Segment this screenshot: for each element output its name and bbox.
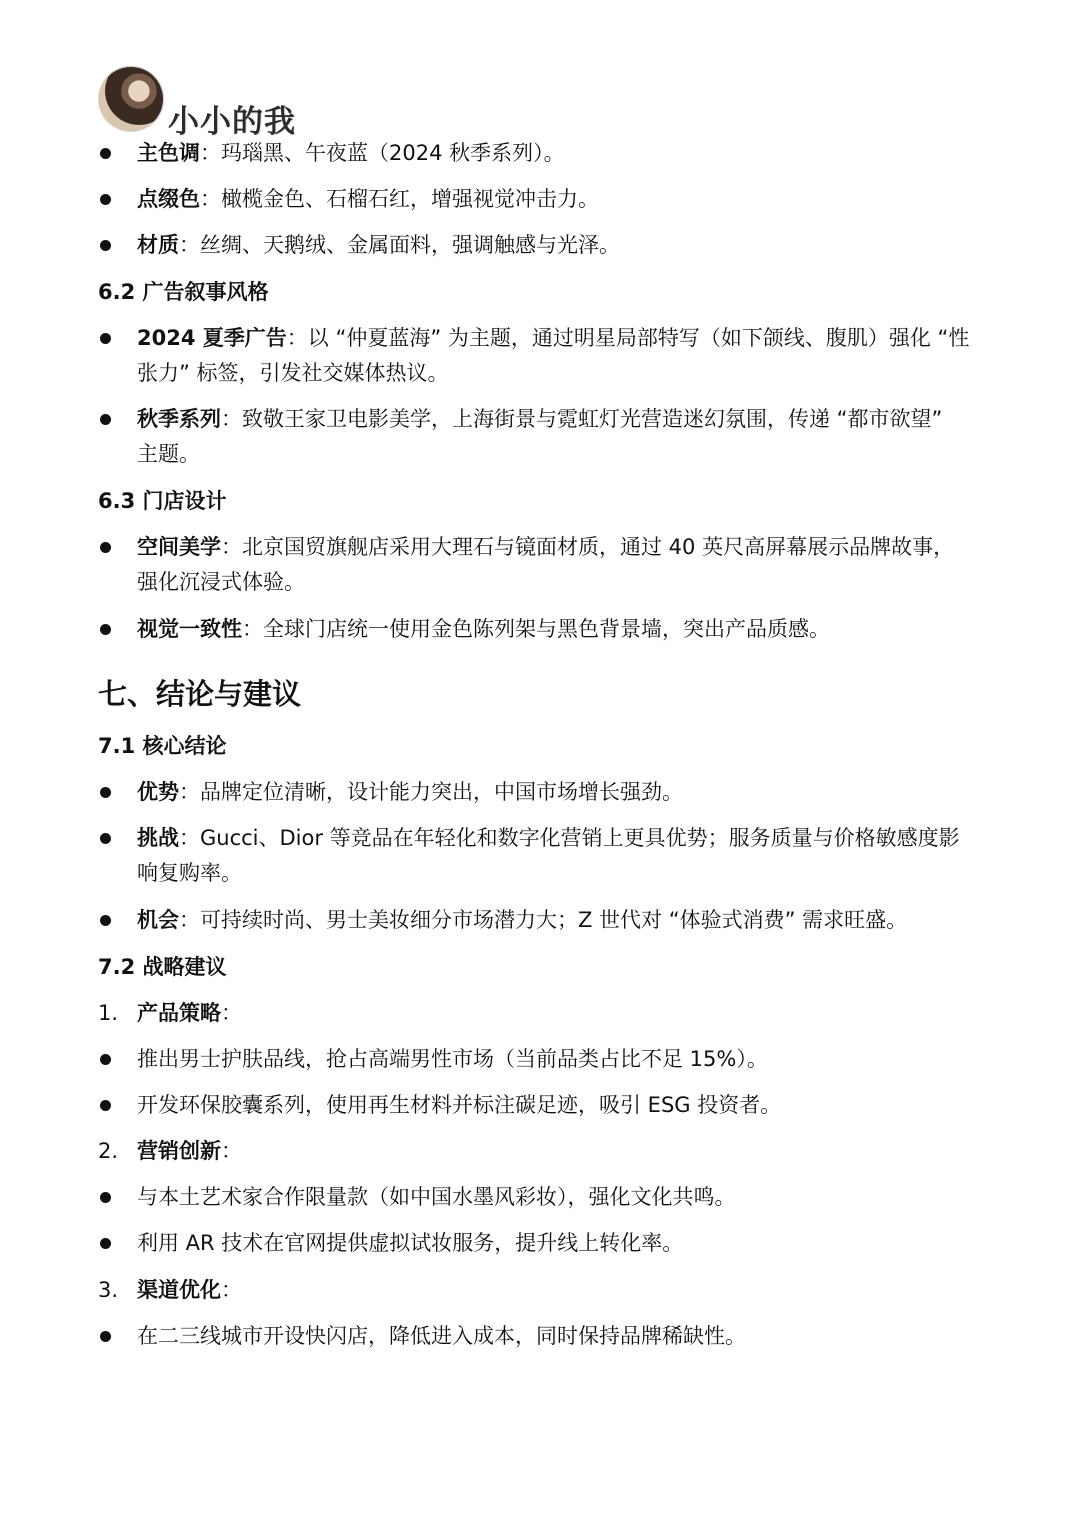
numbered-item-number: 2.	[98, 1139, 119, 1163]
group-title: 营销创新	[137, 1139, 221, 1163]
item-text: ：致敬王家卫电影美学，上海街景与霓虹灯光营造迷幻氛围，传递 “都市欲望”	[221, 407, 943, 431]
list-item	[137, 775, 683, 810]
item-term: 点缀色	[137, 187, 200, 211]
list-item: 开发环保胶囊系列，使用再生材料并标注碳足迹，吸引 ESG 投资者。	[137, 1088, 781, 1123]
item-term: 机会	[137, 908, 179, 932]
item-text-continued: 张力” 标签，引发社交媒体热议。	[137, 361, 449, 385]
list-item	[137, 402, 997, 472]
section-heading-6-3: 6.3 门店设计	[98, 489, 227, 513]
numbered-item-number: 3.	[98, 1278, 119, 1302]
item-text: ：全球门店统一使用金色陈列架与黑色背景墙，突出产品质感。	[242, 617, 830, 641]
item-text: ：橄榄金色、石榴石红，增强视觉冲击力。	[200, 187, 599, 211]
list-item: 推出男士护肤品线，抢占高端男性市场（当前品类占比不足 15%）。	[137, 1042, 768, 1077]
numbered-item-title	[137, 1134, 242, 1169]
section-heading-6-2: 6.2 广告叙事风格	[98, 280, 269, 304]
group-colon: ：	[221, 1139, 242, 1163]
list-item	[137, 903, 907, 938]
author-name: 小小的我	[168, 104, 296, 140]
group-title: 产品策略	[137, 1001, 221, 1025]
item-term: 空间美学	[137, 535, 221, 559]
numbered-item-title	[137, 996, 242, 1031]
list-item	[137, 530, 997, 600]
item-text: ：品牌定位清晰，设计能力突出，中国市场增长强劲。	[179, 780, 683, 804]
item-term: 材质	[137, 233, 179, 257]
group-title: 渠道优化	[137, 1278, 221, 1302]
list-item	[137, 821, 1017, 891]
item-text-continued: 强化沉浸式体验。	[137, 570, 305, 594]
section-heading-7-1: 7.1 核心结论	[98, 734, 227, 758]
group-colon: ：	[221, 1001, 242, 1025]
item-text: ：丝绸、天鹅绒、金属面料，强调触感与光泽。	[179, 233, 620, 257]
item-text: ：玛瑙黑、午夜蓝（2024 秋季系列）。	[200, 141, 565, 165]
chapter-heading-7: 七、结论与建议	[98, 677, 302, 711]
group-colon: ：	[221, 1278, 242, 1302]
section-heading-7-2: 7.2 战略建议	[98, 955, 227, 979]
item-text: ：可持续时尚、男士美妆细分市场潜力大；Z 世代对 “体验式消费” 需求旺盛。	[179, 908, 908, 932]
list-item	[137, 182, 599, 217]
numbered-item-number: 1.	[98, 1001, 119, 1025]
list-item	[137, 228, 620, 263]
list-item: 利用 AR 技术在官网提供虚拟试妆服务，提升线上转化率。	[137, 1226, 683, 1261]
item-term: 视觉一致性	[137, 617, 242, 641]
item-text: ：Gucci、Dior 等竞品在年轻化和数字化营销上更具优势；服务质量与价格敏感度影	[179, 826, 960, 850]
item-text-continued: 响复购率。	[137, 861, 242, 885]
item-term: 优势	[137, 780, 179, 804]
item-term: 2024 夏季广告	[137, 326, 287, 350]
list-item	[137, 612, 830, 647]
item-text: ：以 “仲夏蓝海” 为主题，通过明星局部特写（如下颌线、腹肌）强化 “性	[286, 326, 970, 350]
item-text: ：北京国贸旗舰店采用大理石与镜面材质，通过 40 英尺高屏幕展示品牌故事，	[221, 535, 955, 559]
numbered-item-title	[137, 1273, 242, 1308]
author-avatar	[98, 66, 164, 132]
item-term: 挑战	[137, 826, 179, 850]
item-term: 秋季系列	[137, 407, 221, 431]
list-item: 与本土艺术家合作限量款（如中国水墨风彩妆），强化文化共鸣。	[137, 1180, 736, 1215]
list-item: 在二三线城市开设快闪店，降低进入成本，同时保持品牌稀缺性。	[137, 1319, 746, 1354]
list-item	[137, 136, 565, 171]
list-item	[137, 321, 997, 391]
item-term: 主色调	[137, 141, 200, 165]
item-text-continued: 主题。	[137, 442, 200, 466]
